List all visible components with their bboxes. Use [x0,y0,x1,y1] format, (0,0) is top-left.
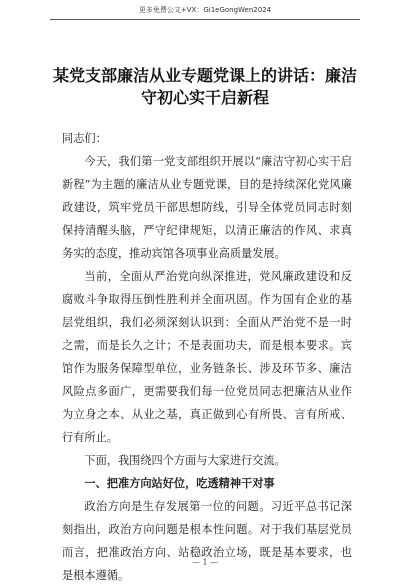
paragraph: 当前，全面从严治党向纵深推进，党风廉政建设和反腐败斗争取得压倒性胜利并全面巩固。作为国有企业的基层党组织，我们必须深刻认识到：全面从严治党不是一时之需，而是长久之计；不是表面功夫，而是根本要求。宾馆作为服务保障型单位，业务链条长、涉及环节多、廉洁风险点多面广，更需要我们每一位党员同志把廉洁从业作为立身之本、从业之基，真正做到心有所畏、言有所戒、行有所止。 [62,270,352,444]
paragraph: 下面，我围绕四个方面与大家进行交流。 [84,454,286,467]
document-body [62,127,352,587]
header-watermark-text: 更多免费公文+VX：Gi1eGongWen2024 [138,6,272,14]
page-number: — 1 — [191,558,219,567]
paragraph: 今天，我们第一党支部组织开展以“廉洁守初心实干启新程”为主题的廉洁从业专题党课，目的是持续深化党风廉政建设，筑牢党员干部思想防线，引导全体党员同志时刻保持清醒头脑，严守纪律规矩，以清正廉洁的作风、求真务实的态度，推动宾馆各项事业高质量发展。 [62,155,352,260]
salutation: 同志们： [62,132,107,145]
section-heading: 一、把准方向站好位，吃透精神干对事 [84,477,275,490]
header-divider [50,19,360,20]
paragraph: 政治方向是生存发展第一位的问题。习近平总书记深刻指出，政治方向问题是根本性问题。对于我们基层党员而言，把准政治方向、站稳政治立场，既是基本要求，也是根本遵循。 [62,500,352,582]
page-header [0,0,410,22]
document-title: 某党支部廉洁从业专题党课上的讲话：廉洁守初心实干启新程 [52,66,357,107]
